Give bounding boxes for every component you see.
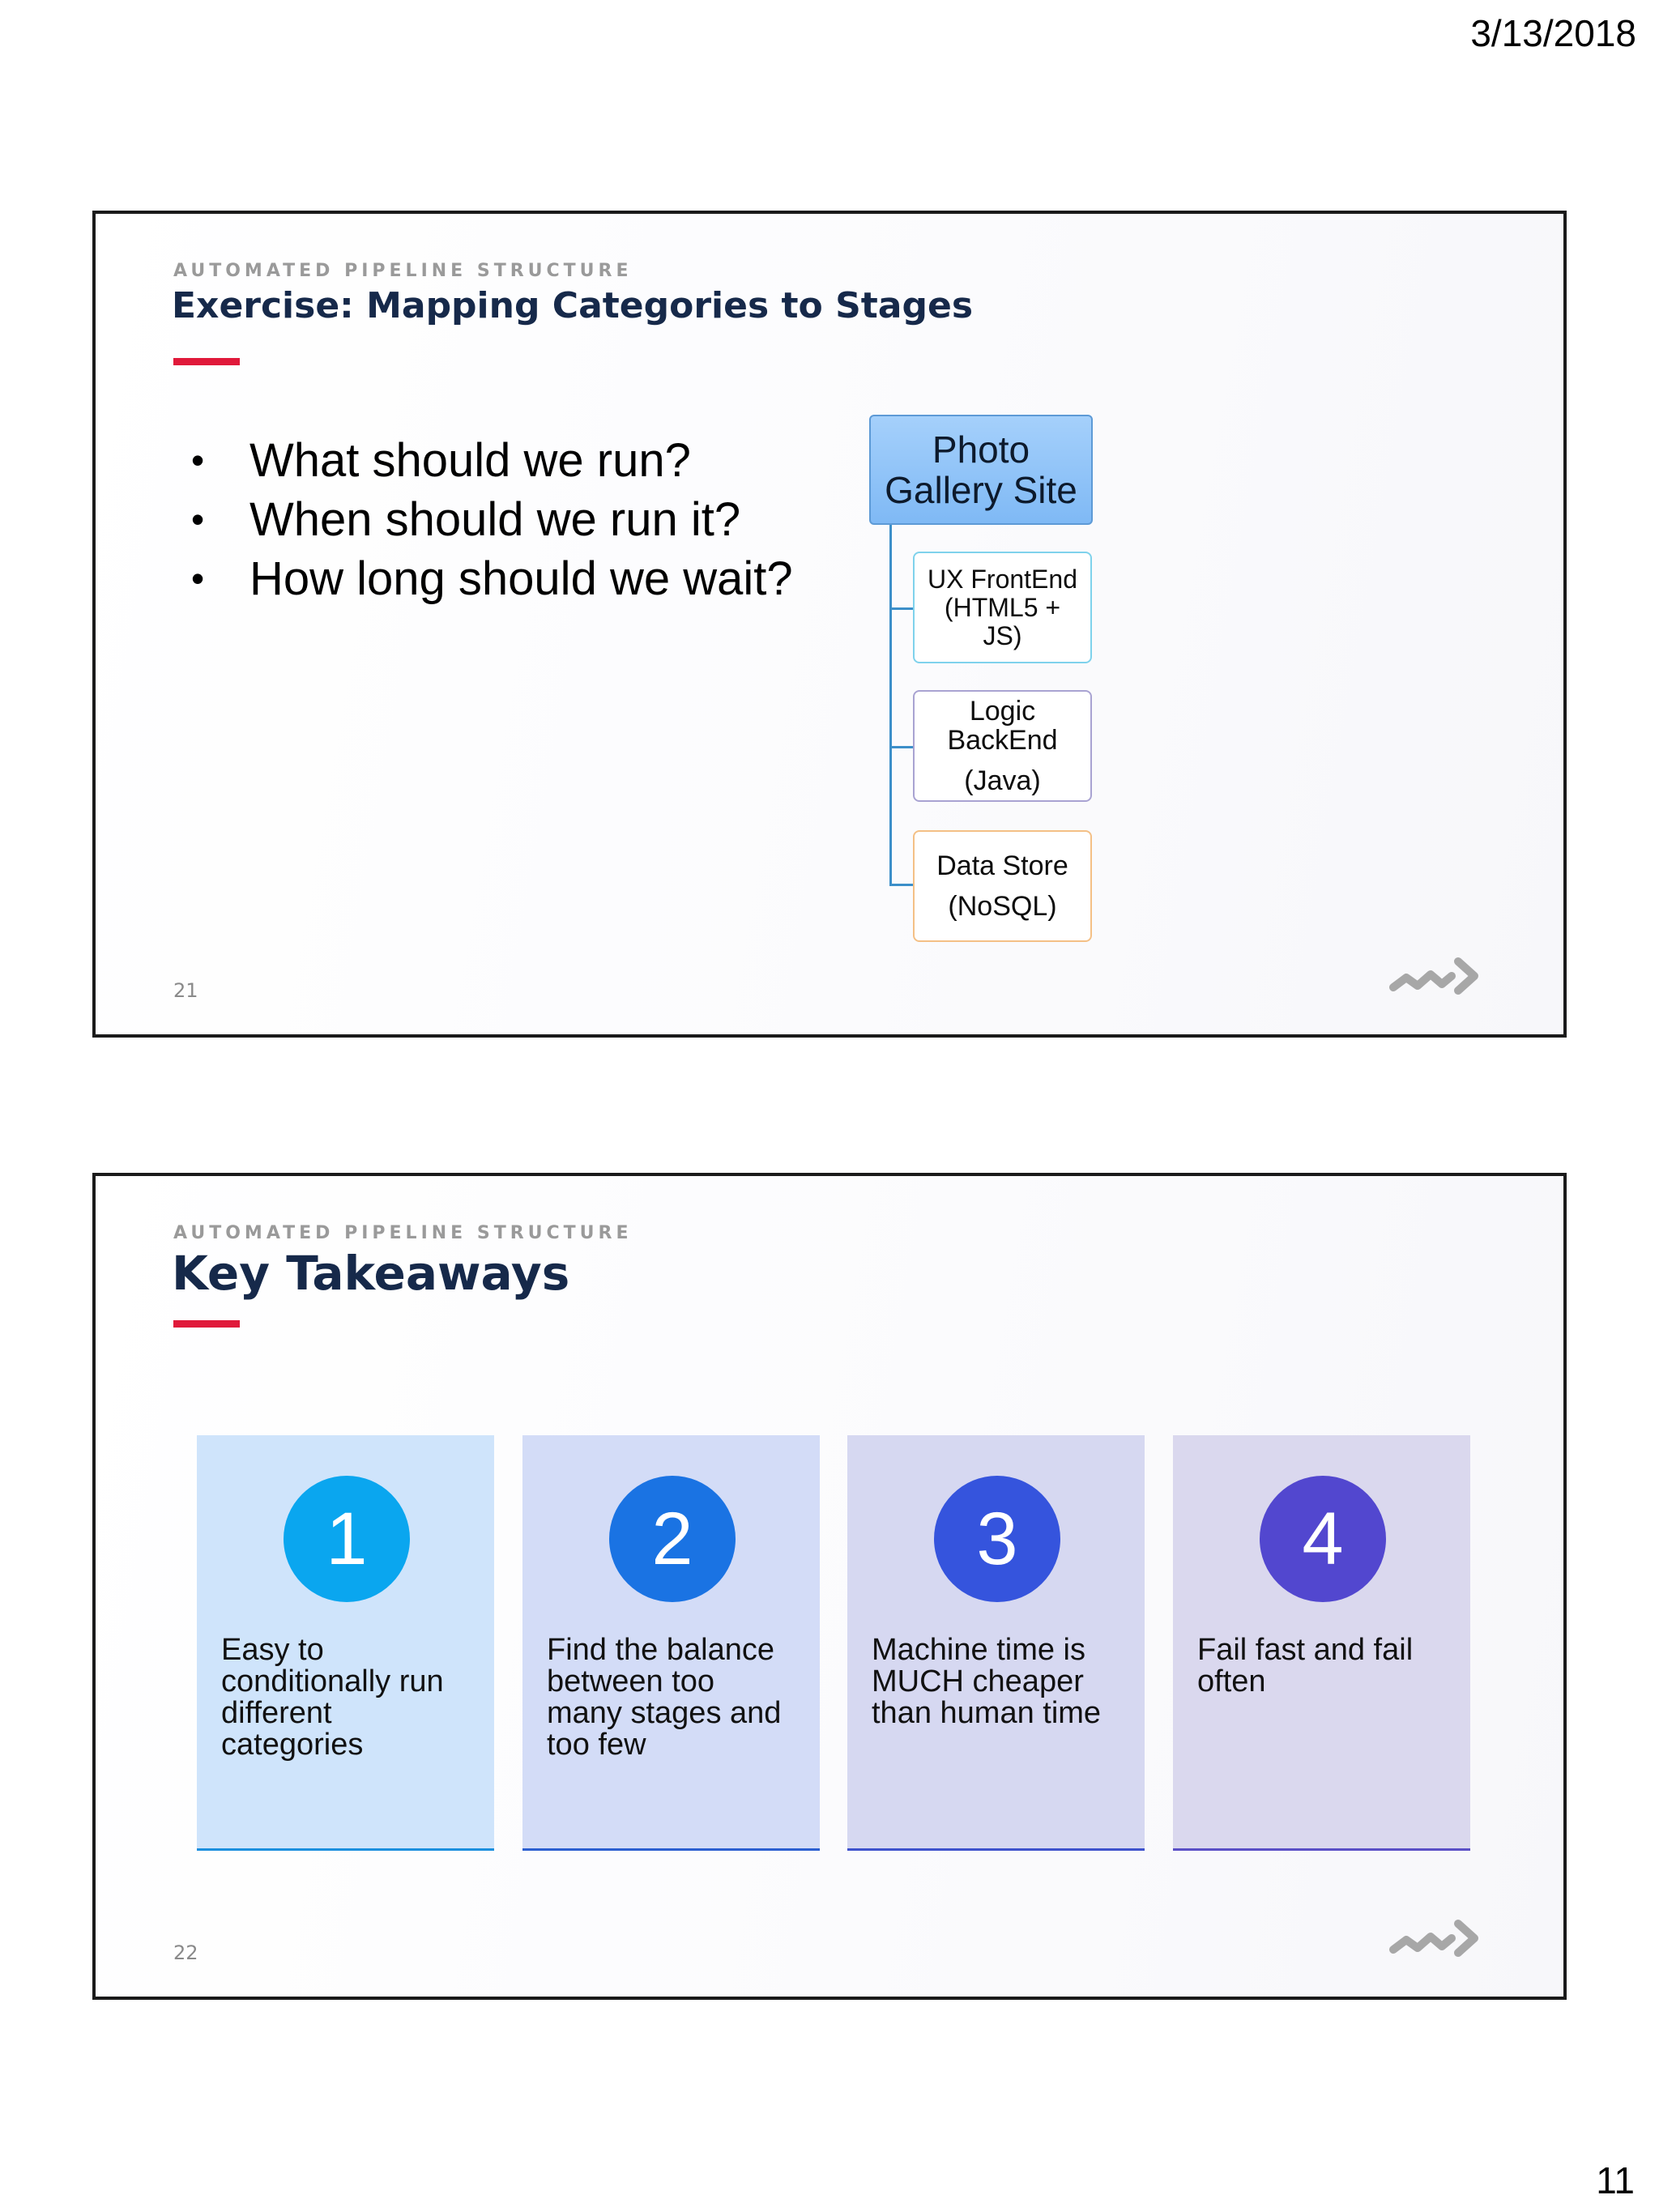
- takeaway-line: Easy to: [221, 1633, 324, 1667]
- takeaway-line: MUCH cheaper: [872, 1664, 1084, 1698]
- root-label-line: Gallery Site: [885, 469, 1077, 511]
- title-accent-bar: [173, 1320, 240, 1328]
- slide-title: Exercise: Mapping Categories to Stages: [172, 285, 974, 326]
- takeaway-card: [1173, 1435, 1470, 1851]
- number-badge: 1: [284, 1476, 410, 1602]
- takeaway-line: Find the balance: [547, 1633, 774, 1667]
- page-number: 11: [1596, 2159, 1635, 2201]
- brand-logo-icon: [1388, 1916, 1482, 1964]
- takeaway-text: [1197, 1634, 1456, 1698]
- diagram-root-node: [869, 415, 1093, 525]
- root-label-line: Photo: [932, 428, 1030, 471]
- slide-number: 21: [173, 979, 198, 1002]
- diagram-connector: [889, 884, 913, 886]
- takeaway-line: different: [221, 1696, 332, 1730]
- diagram-connector: [889, 746, 913, 748]
- diagram-connector: [889, 607, 913, 610]
- slide-kicker: AUTOMATED PIPELINE STRUCTURE: [173, 1223, 633, 1243]
- title-accent-bar: [173, 358, 240, 365]
- takeaway-line: too few: [547, 1728, 646, 1762]
- slide-22: [92, 1173, 1567, 2000]
- bullet-item: • What should we run?: [177, 431, 793, 490]
- child-label-line: UX FrontEnd: [928, 564, 1077, 594]
- takeaway-card: [197, 1435, 494, 1851]
- number-badge: 4: [1260, 1476, 1386, 1602]
- child-label-line: (Java): [964, 765, 1041, 796]
- takeaway-line: between too: [547, 1664, 715, 1698]
- bullet-item: • When should we run it?: [177, 490, 793, 549]
- bullet-list: [177, 431, 793, 608]
- takeaway-line: conditionally run: [221, 1664, 444, 1698]
- child-label-line: (HTML5 +: [944, 592, 1061, 622]
- diagram-connector: [889, 525, 892, 884]
- takeaway-text: [221, 1634, 480, 1761]
- diagram-child-node: [913, 552, 1092, 663]
- takeaway-line: many stages and: [547, 1696, 782, 1730]
- takeaway-line: categories: [221, 1728, 364, 1762]
- takeaway-line: Machine time is: [872, 1633, 1085, 1667]
- diagram-child-node: [913, 690, 1092, 802]
- child-label-line: Data Store: [936, 850, 1068, 881]
- number-badge: 2: [609, 1476, 736, 1602]
- child-label-line: JS): [983, 620, 1022, 650]
- bullet-item: • How long should we wait?: [177, 549, 793, 608]
- takeaway-text: [547, 1634, 806, 1761]
- slide-number: 22: [173, 1941, 198, 1964]
- takeaway-line: often: [1197, 1664, 1266, 1698]
- takeaway-line: than human time: [872, 1696, 1102, 1730]
- slide-title: Key Takeaways: [172, 1246, 570, 1301]
- takeaway-card: [847, 1435, 1145, 1851]
- takeaway-card: [522, 1435, 820, 1851]
- child-label-line: (NoSQL): [948, 891, 1057, 922]
- takeaway-line: Fail fast and fail: [1197, 1633, 1414, 1667]
- slide-kicker: AUTOMATED PIPELINE STRUCTURE: [173, 261, 633, 281]
- takeaway-text: [872, 1634, 1131, 1729]
- brand-logo-icon: [1388, 953, 1482, 1002]
- slide-21: [92, 211, 1567, 1038]
- page-date: 3/13/2018: [1470, 12, 1636, 54]
- child-label-line: BackEnd: [947, 725, 1058, 756]
- diagram-child-node: [913, 830, 1092, 942]
- number-badge: 3: [934, 1476, 1060, 1602]
- child-label-line: Logic: [969, 696, 1036, 727]
